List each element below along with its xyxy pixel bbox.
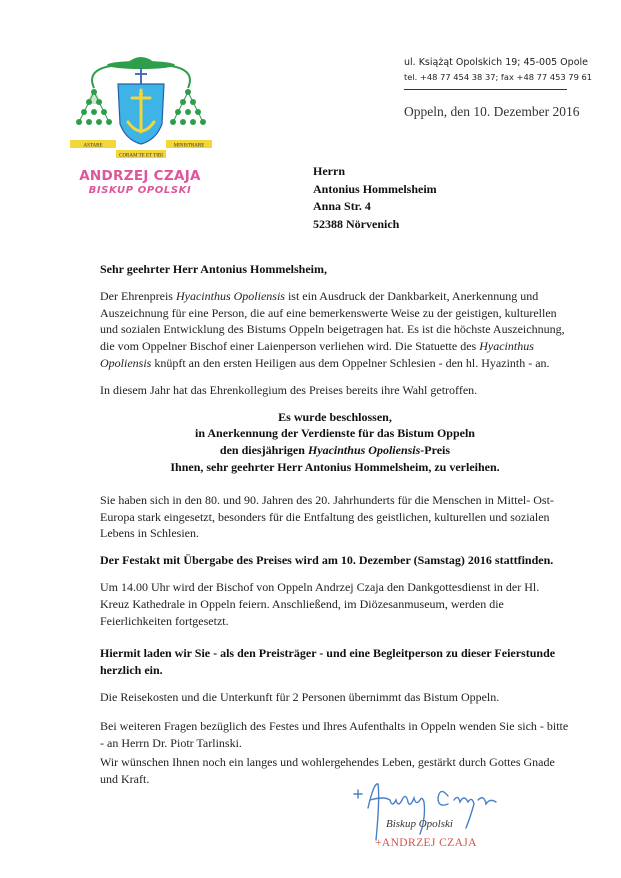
header-divider [404,89,567,90]
salutation: Sehr geehrter Herr Antonius Hommelsheim, [100,262,327,276]
svg-text:ASTARE: ASTARE [83,143,103,149]
address-line: ul. Książąt Opolskich 19; 45-005 Opole [404,57,588,68]
svg-text:MINISTRARE: MINISTRARE [173,143,205,149]
recipient-block [313,163,437,233]
paragraph-costs: Die Reisekosten und die Unterkunft für 2 Personen übernimmt das Bistum Oppeln. [100,689,500,704]
paragraph-award-description: Der Ehrenpreis Hyacinthus Opoliensis ist ein Ausdruck der Dankbarkeit, Anerkennung und Auszeichnung für eine Person, die auf eine bemerkenswerte Weise zu der geistigen, kulturellen und sozialen Entwicklung des Bistums Oppeln beigetragen hat. Es ist die höchste Auszeichnung, die vom Oppelner Bischof einer Laienperson verliehen wird. Die Statuette des Hyacinthus Opoliensis knüpft an den ersten Heiligen aus dem Oppelner Schlesien - den hl. Hyazinth - an. [100,288,565,370]
award-name: Hyacinthus Opoliensis [175,288,285,303]
paragraph-contact: Bei weiteren Fragen bezüglich des Festes und Ihres Aufenthalts in Oppeln wenden Sie sich - bitte - an Herrn Dr. Piotr Tarlinski. [100,718,569,750]
recipient-salutation: Herrn [313,164,345,178]
contact-line: tel. +48 77 454 38 37; fax +48 77 453 79 61 [404,72,593,82]
paragraph-schedule: Um 14.00 Uhr wird der Bischof von Oppeln Andrzej Czaja den Dankgottesdienst in der Hl. Kreuz Kathedrale in Oppeln feiern. Anschließend, im Diözesanmuseum, werden die Feierlichkeiten fortgesetzt. [100,579,540,628]
paragraph-selection: In diesem Jahr hat das Ehrenkollegium des Preises bereits ihre Wahl getroffen. [100,382,478,397]
bishop-name-logo-text: ANDRZEJ CZAJA [79,168,201,184]
bishop-title-logo-text: BISKUP OPOLSKI [88,185,192,196]
paragraph-merits: Sie haben sich in den 80. und 90. Jahren des 20. Jahrhunderts für die Menschen in Mittel- Ost-Europa stark eingesetzt, besonders für die Entfaltung des geistlichen, kulturellen und sozialen Lebens in Schlesien. [100,492,554,541]
coat-of-arms-icon [56,44,226,164]
paragraph-invitation: Hiermit laden wir Sie - als den Preisträger - und eine Begleitperson zu dieser Feierstunde herzlich ein. [100,646,556,678]
paragraph-ceremony-date: Der Festakt mit Übergabe des Preises wird am 10. Dezember (Samstag) 2016 stattfinden. [100,553,554,568]
signature-printed-name: +ANDRZEJ CZAJA [375,837,477,849]
letter-body [100,261,570,788]
coat-of-arms-logo [56,44,226,164]
dateline: Oppeln, den 10. Dezember 2016 [404,104,580,119]
award-name: Hyacinthus Opoliensis [307,443,421,458]
decision-block: Es wurde beschlossen, in Anerkennung der Verdienste für das Bistum Oppeln den diesjährigen Hyacinthus Opoliensis-Preis Ihnen, sehr geehrter Herr Antonius Hommelsheim, zu verleihen. [170,409,500,474]
recipient-city: 52388 Nörvenich [313,216,400,231]
svg-text:CORAM TE ET TIBI: CORAM TE ET TIBI [119,153,163,159]
paragraph-wishes: Wir wünschen Ihnen noch ein langes und wohlergehendes Leben, gestärkt durch Gottes Gnade und Kraft. [100,755,555,787]
recipient-street: Anna Str. 4 [313,199,371,213]
signature-title: Biskup Opolski [386,818,453,830]
recipient-name: Antonius Hommelsheim [313,181,437,196]
award-name: Hyacinthus Opoliensis [100,339,534,370]
